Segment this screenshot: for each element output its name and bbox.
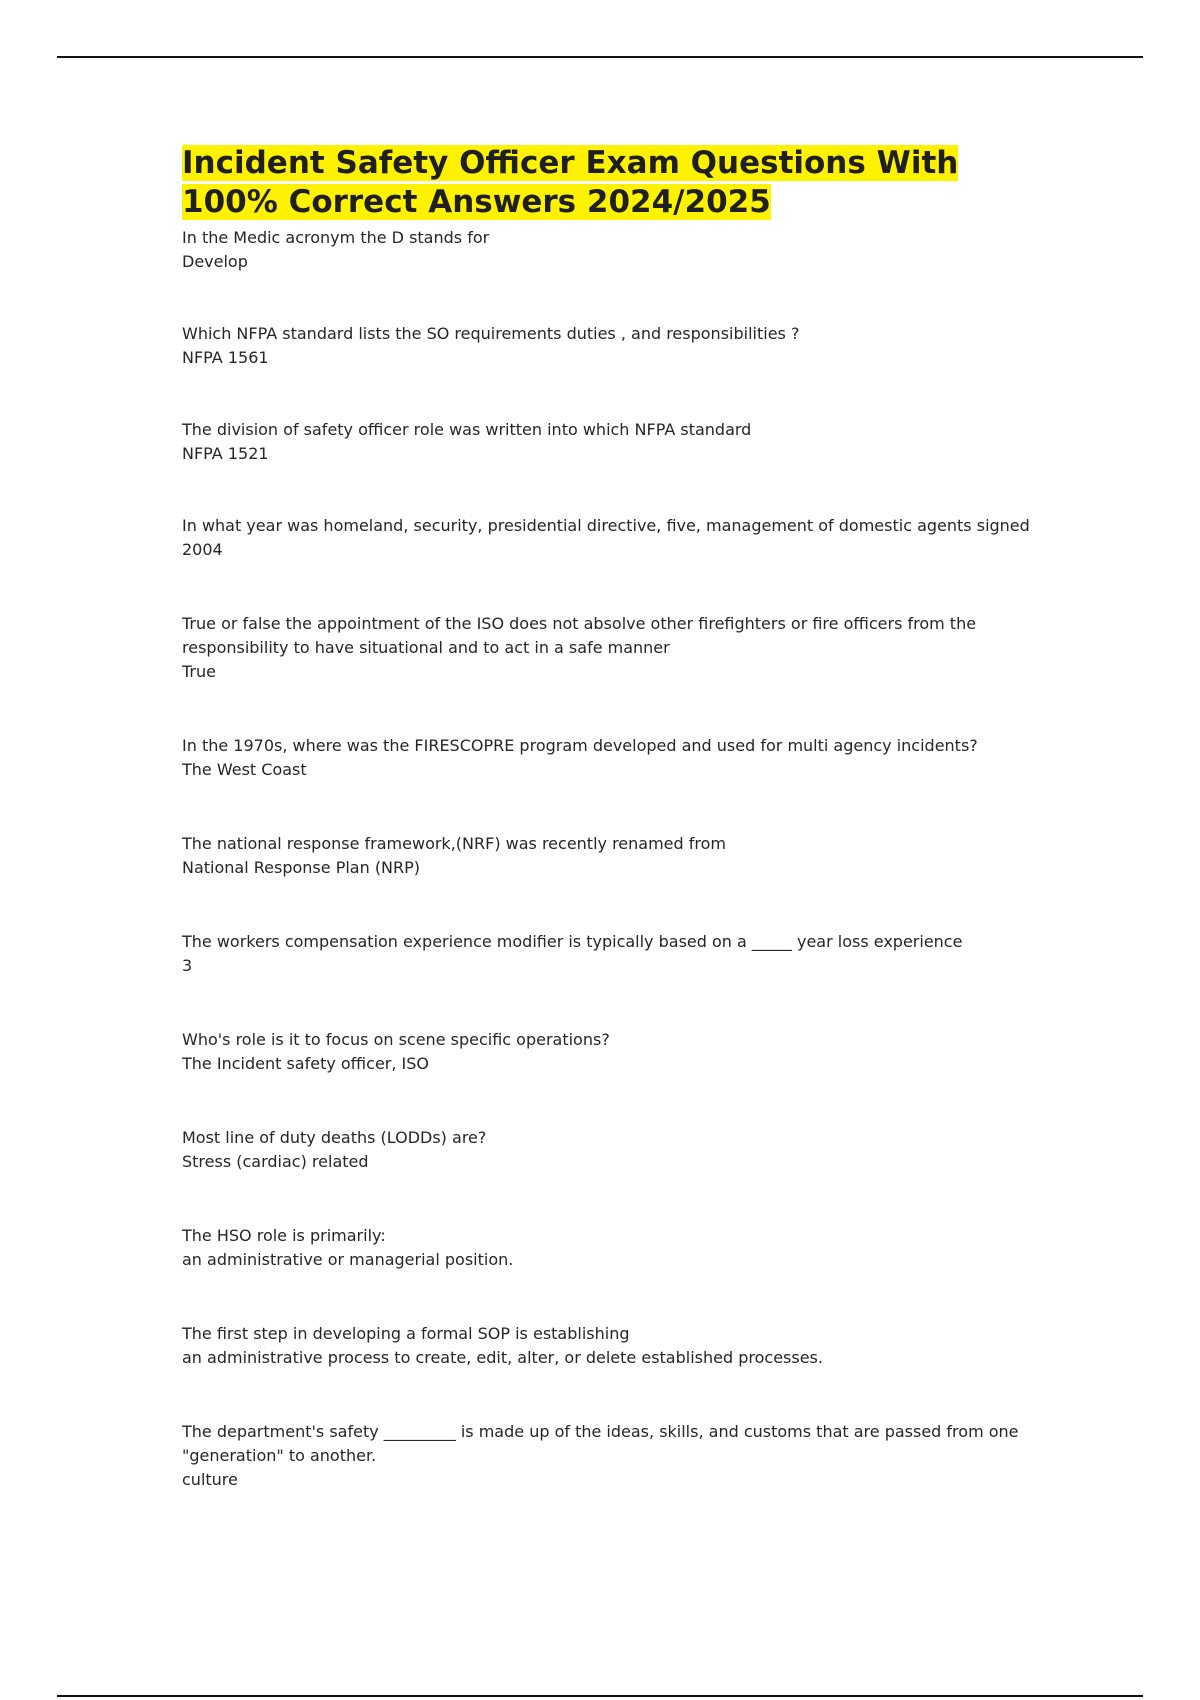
question-text: Which NFPA standard lists the SO requirements duties , and responsibilities ? [182,324,800,343]
answer-text: Stress (cardiac) related [182,1152,369,1171]
bottom-rule [57,1695,1143,1697]
document-title: Incident Safety Officer Exam Questions With 100% Correct Answers 2024/2025 [182,145,959,220]
qa-item [182,1224,1042,1272]
question-text: The HSO role is primarily: [182,1226,386,1245]
answer-text: 3 [182,956,193,975]
answer-text: 2004 [182,540,223,559]
answer-text: an administrative or managerial position. [182,1250,514,1269]
qa-item [182,322,1042,370]
answer-text: NFPA 1521 [182,444,269,463]
answer-text: Develop [182,252,248,271]
qa-item [182,1420,1042,1492]
question-text: The department's safety _________ is made up of the ideas, skills, and customs that are passed from one "generation" to another. [182,1422,1019,1465]
question-text: The division of safety officer role was written into which NFPA standard [182,420,752,439]
answer-text: an administrative process to create, edit, alter, or delete established processes. [182,1348,823,1367]
answer-text: The West Coast [182,760,307,779]
qa-item [182,734,1042,782]
qa-item [182,1126,1042,1174]
answer-text: The Incident safety officer, ISO [182,1054,430,1073]
answer-text: NFPA 1561 [182,348,269,367]
answer-text: National Response Plan (NRP) [182,858,421,877]
question-text: Who's role is it to focus on scene specific operations? [182,1030,610,1049]
document-body [182,144,1042,1492]
top-rule [57,56,1143,58]
question-text: In what year was homeland, security, presidential directive, five, management of domestic agents signed [182,516,1030,535]
qa-item [182,1322,1042,1370]
qa-item [182,612,1042,684]
question-text: In the 1970s, where was the FIRESCOPRE program developed and used for multi agency incidents? [182,736,978,755]
qa-item [182,1028,1042,1076]
answer-text: culture [182,1470,238,1489]
qa-item [182,832,1042,880]
qa-item [182,226,1042,274]
question-text: Most line of duty deaths (LODDs) are? [182,1128,487,1147]
qa-item [182,514,1042,562]
qa-item [182,930,1042,978]
question-text: The national response framework,(NRF) was recently renamed from [182,834,726,853]
answer-text: True [182,662,216,681]
question-text: True or false the appointment of the ISO does not absolve other firefighters or fire officers from the responsibility to have situational and to act in a safe manner [182,614,977,657]
qa-item [182,418,1042,466]
question-text: The workers compensation experience modifier is typically based on a _____ year loss experience [182,932,963,951]
question-text: The first step in developing a formal SOP is establishing [182,1324,630,1343]
question-text: In the Medic acronym the D stands for [182,228,490,247]
